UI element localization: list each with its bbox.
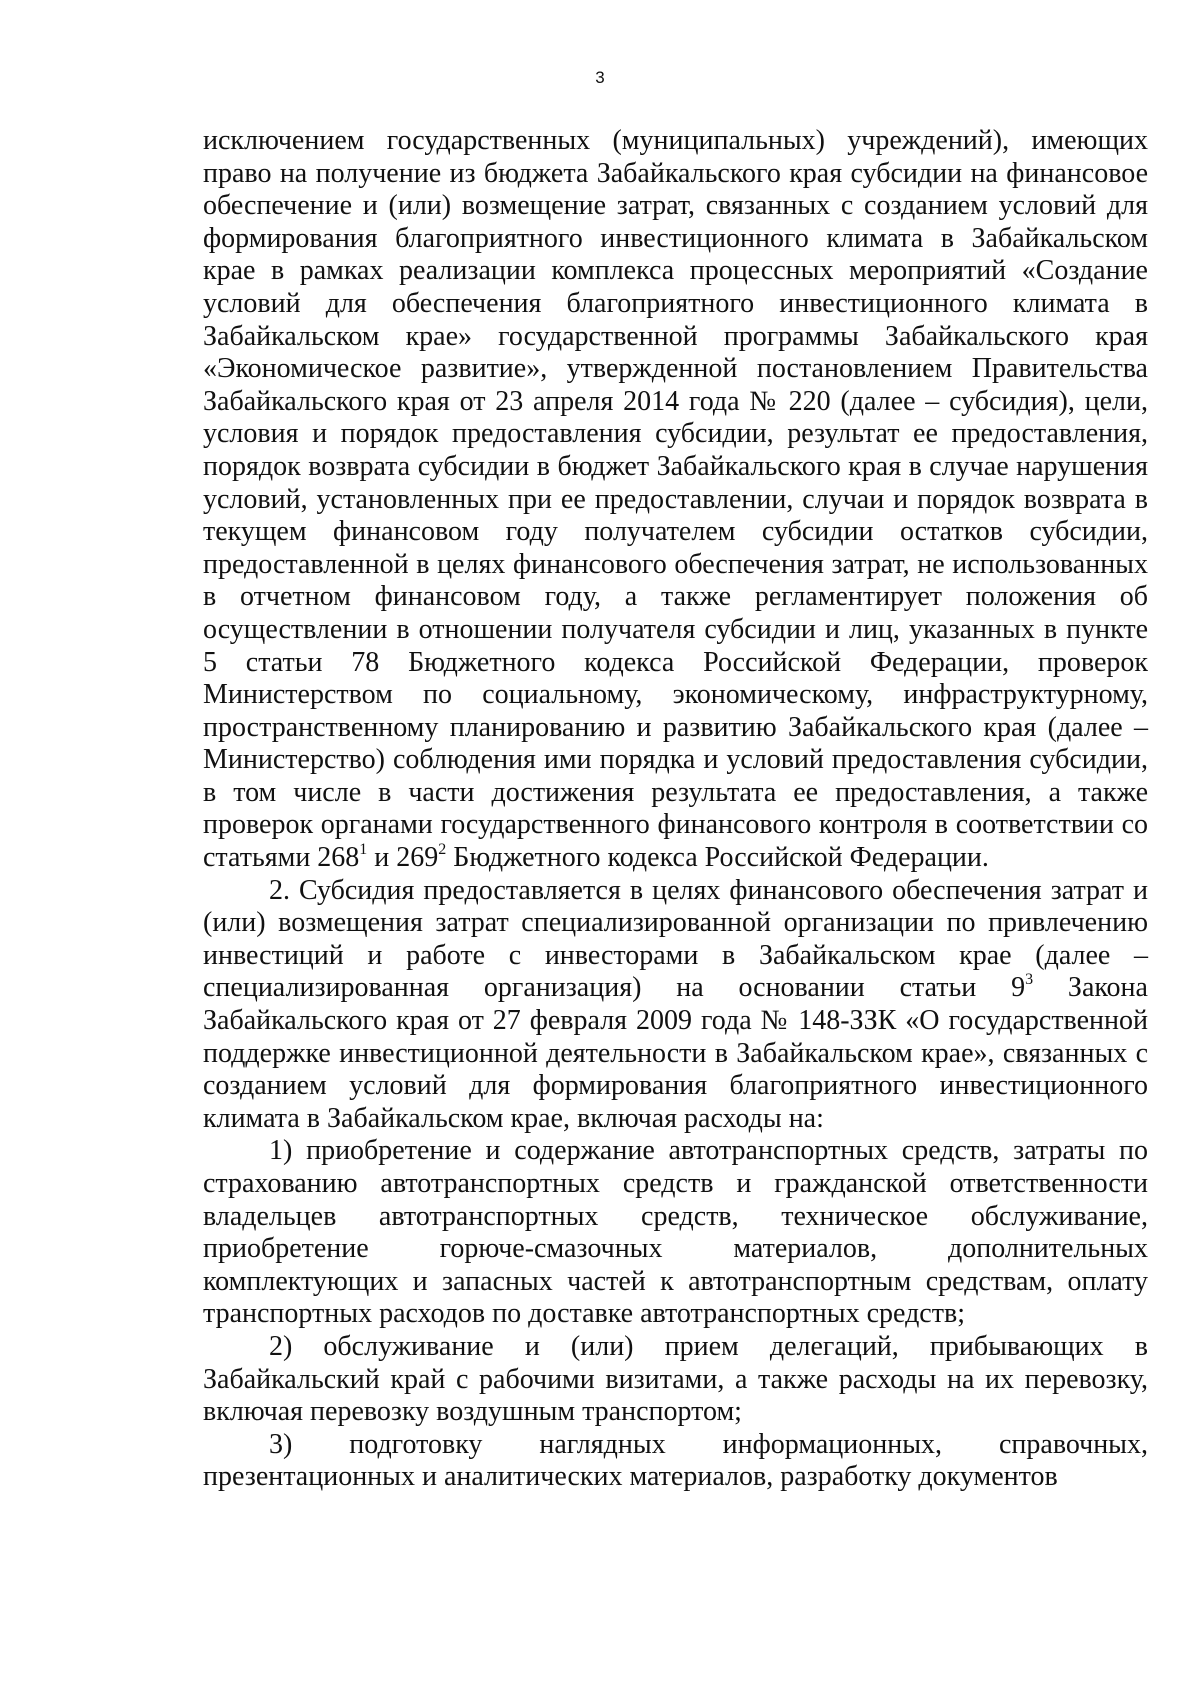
paragraph-text: Бюджетного кодекса Российской Федерации.: [446, 842, 989, 874]
paragraph-text: Закона Забайкальского края от 27 февраля 2009 года № 148-ЗЗК «О государственной поддержке инвестиционной деятельности в Забайкальском крае», связанных с созданием условий для формирования благоприятного инвестиционного климата в Забайкальском крае, включая расходы на:: [203, 972, 1148, 1134]
list-item-2: 2) обслуживание и (или) прием делегаций, прибывающих в Забайкальский край с рабочими визитами, а также расходы на их перевозку, включая перевозку воздушным транспортом;: [203, 1330, 1148, 1428]
paragraph-text: исключением государственных (муниципальных) учреждений), имеющих право на получение из бюджета Забайкальского края субсидии на финансовое обеспечение и (или) возмещение затрат, связанных с созданием условий для формирования благоприятного инвестиционного климата в Забайкальском крае в рамках реализации комплекса процессных мероприятий «Создание условий для обеспечения благоприятного инвестиционного климата в Забайкальском крае» государственной программы Забайкальского края «Экономическое развитие», утвержденной постановлением Правительства Забайкальского края от 23 апреля 2014 года № 220 (далее – субсидия), цели, условия и порядок предоставления субсидии, результат ее предоставления, порядок возврата субсидии в бюджет Забайкальского края в случае нарушения условий, установленных при ее предоставлении, случаи и порядок возврата в текущем финансовом году получателем субсидии остатков субсидии, предоставленной в целях финансового обеспечения затрат, не использованных в отчетном финансовом году, а также регламентирует положения об осуществлении в отношении получателя субсидии и лиц, указанных в пункте 5 статьи 78 Бюджетного кодекса Российской Федерации, проверок Министерством по социальному, экономическому, инфраструктурному, пространственному планированию и развитию Забайкальского края (далее – Министерство) соблюдения ими порядка и условий предоставления субсидии, в том числе в части достижения результата ее предоставления, а также проверок органами государственного финансового контроля в соответствии со статьями 268: [203, 125, 1148, 874]
paragraph-subsidy-scope: [203, 125, 1148, 875]
paragraph-text: и 269: [367, 842, 439, 874]
superscript: 2: [438, 840, 447, 858]
superscript: 3: [1025, 971, 1034, 989]
superscript: 1: [359, 840, 368, 858]
page-number: 3: [595, 68, 605, 87]
list-item-3: 3) подготовку наглядных информационных, справочных, презентационных и аналитических материалов, разработку документов: [203, 1428, 1148, 1493]
paragraph-clause-2: [203, 875, 1148, 1136]
document-body: [203, 125, 1148, 1494]
list-item-1: 1) приобретение и содержание автотранспортных средств, затраты по страхованию автотранспортных средств и гражданской ответственности владельцев автотранспортных средств, техническое обслуживание, приобретение горюче-смазочных материалов, дополнительных комплектующих и запасных частей к автотранспортным средствам, оплату транспортных расходов по доставке автотранспортных средств;: [203, 1135, 1148, 1330]
paragraph-text: 2. Субсидия предоставляется в целях финансового обеспечения затрат и (или) возмещения затрат специализированной организации по привлечению инвестиций и работе с инвесторами в Забайкальском крае (далее – специализированная организация) на основании статьи 9: [203, 874, 1148, 1004]
